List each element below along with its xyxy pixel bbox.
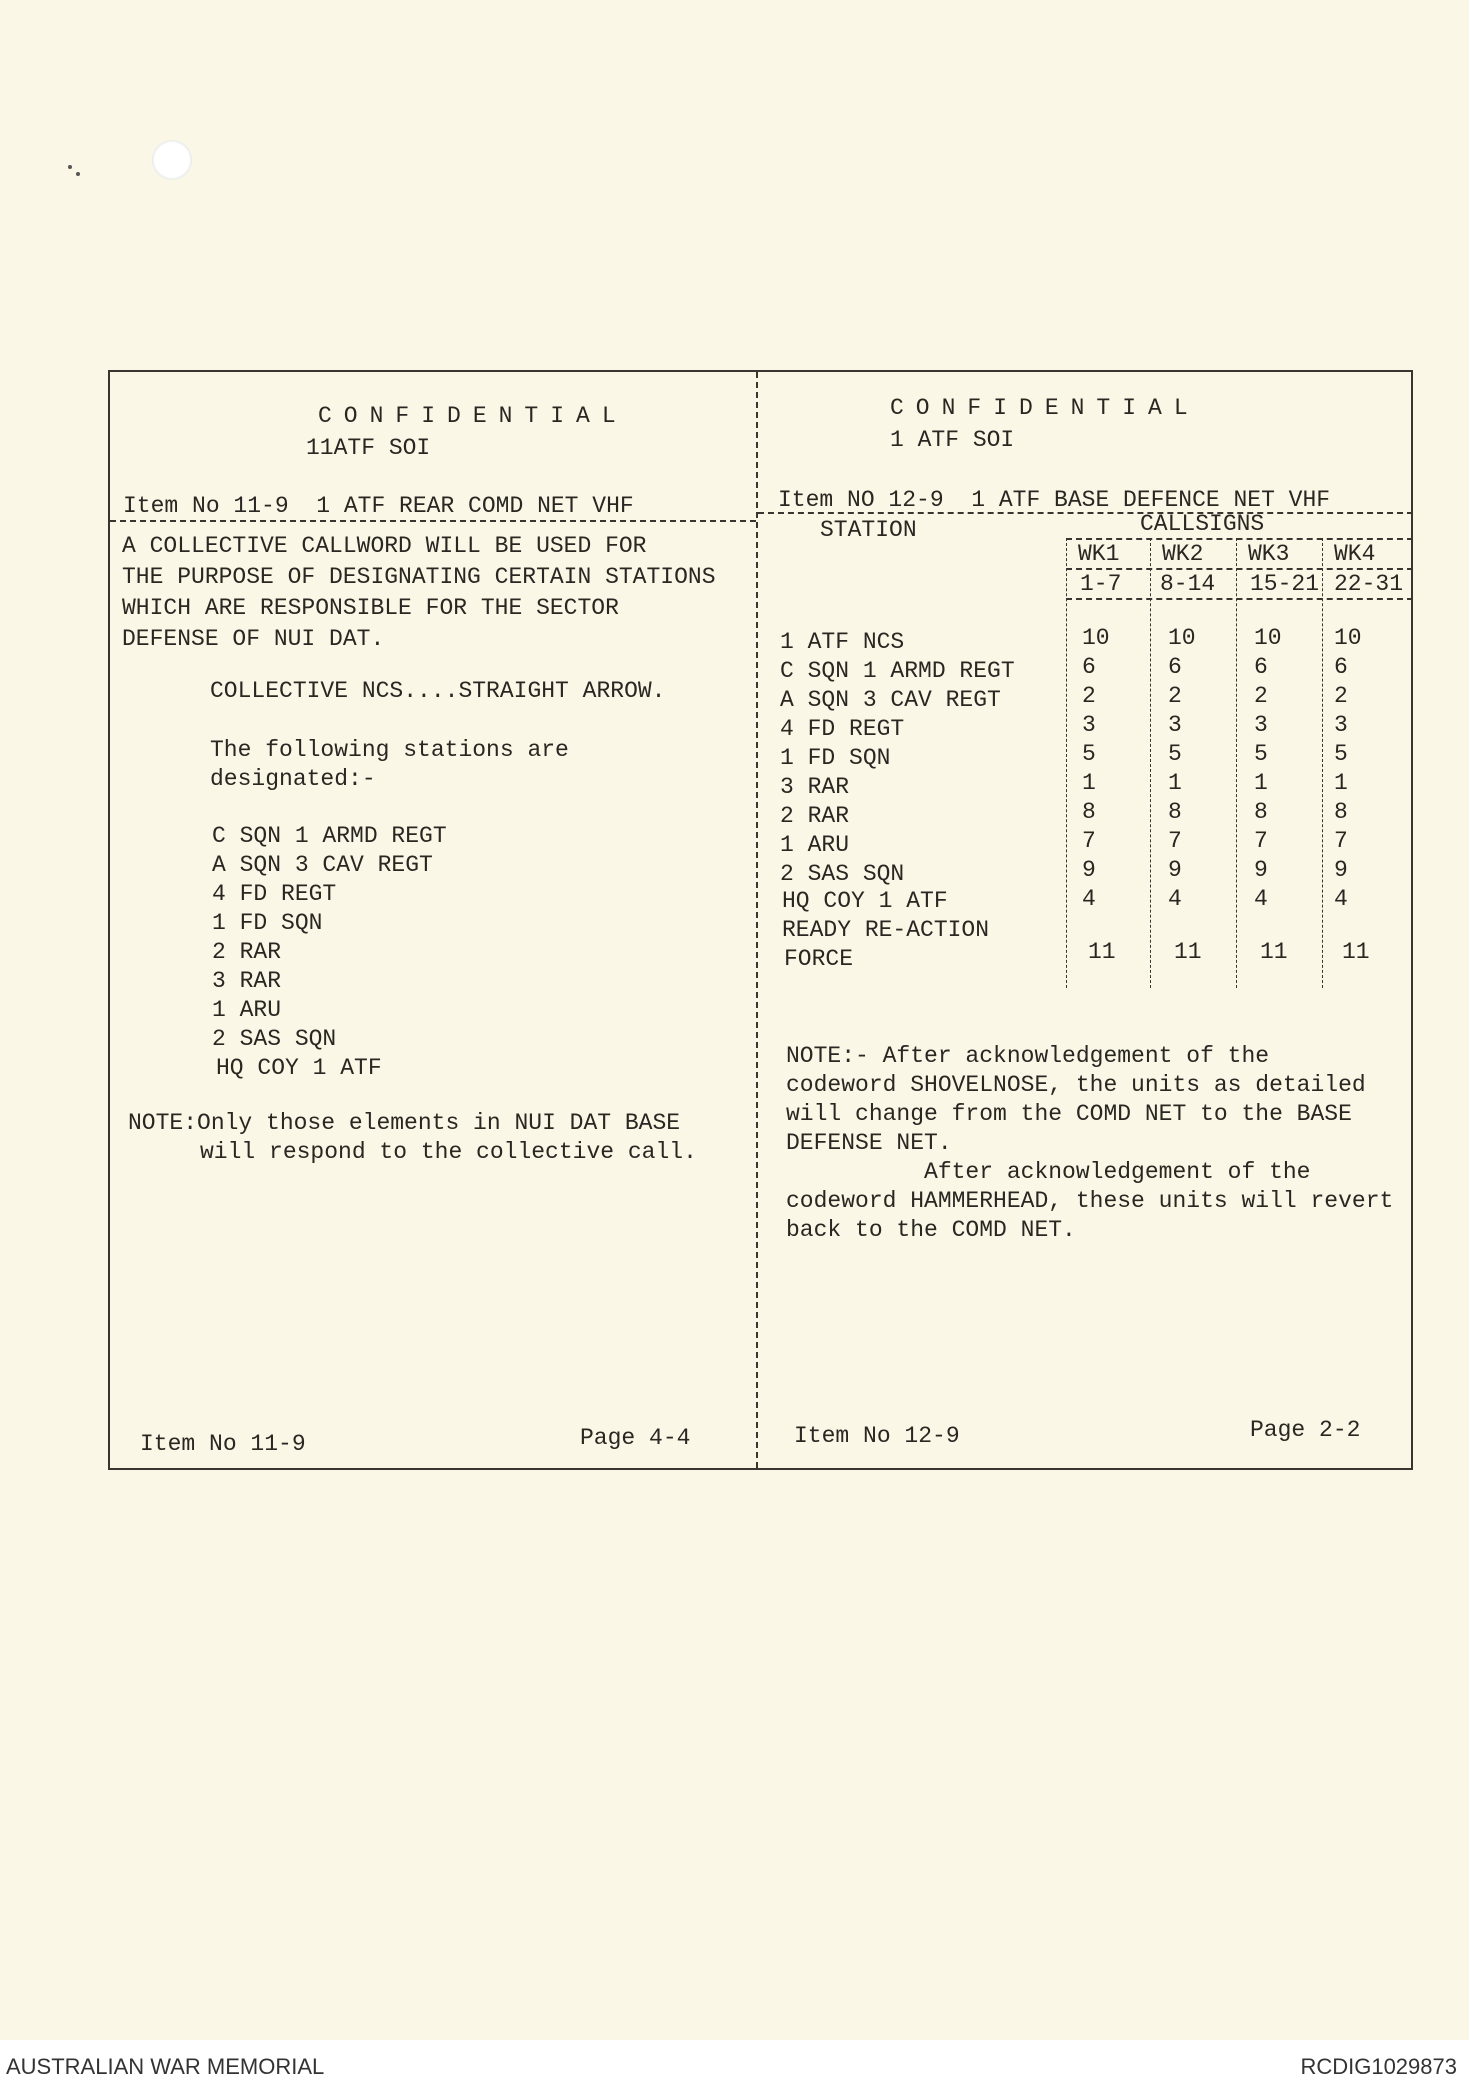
station-cell: 1 ARU [780, 832, 850, 858]
table-column-rule [1322, 538, 1323, 988]
callsign-cell: 9 [1334, 857, 1348, 883]
callsign-cell: 2 [1082, 683, 1096, 709]
punch-hole [152, 140, 192, 180]
right-note-line: codeword SHOVELNOSE, the units as detailed [786, 1072, 1366, 1098]
right-header-rule [758, 512, 1413, 514]
soi-sheet [108, 370, 1413, 1470]
left-para1-line: WHICH ARE RESPONSIBLE FOR THE SECTOR [122, 595, 619, 621]
list-item: 4 FD REGT [212, 881, 337, 907]
callsign-cell: 5 [1168, 741, 1182, 767]
week-header: WK4 [1334, 541, 1376, 567]
callsign-cell: 5 [1082, 741, 1096, 767]
callsign-cell: 7 [1334, 828, 1348, 854]
list-item: HQ COY 1 ATF [216, 1055, 382, 1081]
callsign-cell: 10 [1254, 625, 1282, 651]
archive-credit: AUSTRALIAN WAR MEMORIAL [6, 2054, 325, 2079]
paper-speck [68, 165, 72, 169]
day-range-header: 15-21 [1250, 571, 1320, 597]
list-item: A SQN 3 CAV REGT [212, 852, 433, 878]
station-cell: 2 RAR [780, 803, 850, 829]
station-column-header: STATION [820, 517, 917, 543]
week-header: WK2 [1162, 541, 1204, 567]
callsign-cell: 7 [1254, 828, 1268, 854]
left-footer-page: Page 4-4 [580, 1425, 691, 1451]
left-collective-ncs: COLLECTIVE NCS....STRAIGHT ARROW. [210, 678, 666, 704]
callsign-cell: 8 [1254, 799, 1268, 825]
callsign-cell: 6 [1254, 654, 1268, 680]
callsign-cell: 2 [1254, 683, 1268, 709]
paper-speck [76, 172, 80, 176]
left-soi: 11ATF SOI [306, 435, 431, 461]
callsign-cell: 5 [1334, 741, 1348, 767]
station-cell: 3 RAR [780, 774, 850, 800]
day-range-header: 22-31 [1334, 571, 1404, 597]
callsign-cell: 9 [1082, 857, 1096, 883]
left-designated: designated:- [210, 766, 376, 792]
week-header: WK3 [1248, 541, 1290, 567]
left-confidential: CONFIDENTIAL [318, 403, 628, 429]
left-para1-line: A COLLECTIVE CALLWORD WILL BE USED FOR [122, 533, 647, 559]
callsign-cell: 4 [1334, 886, 1348, 912]
day-range-header: 1-7 [1080, 571, 1122, 597]
station-cell: C SQN 1 ARMD REGT [780, 658, 1015, 684]
right-footer-page: Page 2-2 [1250, 1417, 1361, 1443]
right-soi: 1 ATF SOI [890, 427, 1015, 453]
callsign-cell: 1 [1254, 770, 1268, 796]
right-note-line: will change from the COMD NET to the BASE [786, 1101, 1352, 1127]
station-cell: FORCE [784, 946, 854, 972]
callsign-cell: 10 [1334, 625, 1362, 651]
station-cell: A SQN 3 CAV REGT [780, 687, 1001, 713]
station-cell: 2 SAS SQN [780, 861, 905, 887]
callsign-cell: 6 [1334, 654, 1348, 680]
right-note-line: After acknowledgement of the [786, 1159, 1311, 1185]
table-column-rule [1066, 538, 1067, 988]
callsign-cell: 7 [1082, 828, 1096, 854]
column-divider [756, 372, 758, 1468]
callsign-cell: 9 [1168, 857, 1182, 883]
callsign-cell: 3 [1082, 712, 1096, 738]
callsign-cell: 1 [1082, 770, 1096, 796]
left-para1-line: THE PURPOSE OF DESIGNATING CERTAIN STATIONS [122, 564, 716, 590]
table-column-rule [1150, 538, 1151, 988]
callsign-cell: 4 [1254, 886, 1268, 912]
station-cell: 1 FD SQN [780, 745, 891, 771]
callsign-cell: 1 [1334, 770, 1348, 796]
left-following: The following stations are [210, 737, 569, 763]
callsign-cell: 6 [1168, 654, 1182, 680]
callsign-cell: 11 [1342, 939, 1370, 965]
callsign-cell: 11 [1088, 939, 1116, 965]
left-item-header: Item No 11-9 1 ATF REAR COMD NET VHF [123, 493, 634, 519]
callsign-cell: 4 [1082, 886, 1096, 912]
left-para1-line: DEFENSE OF NUI DAT. [122, 626, 385, 652]
right-note-line: NOTE:- After acknowledgement of the [786, 1043, 1270, 1069]
left-footer-item: Item No 11-9 [140, 1431, 306, 1457]
callsign-cell: 2 [1168, 683, 1182, 709]
left-header-rule [110, 520, 756, 522]
right-footer-item: Item No 12-9 [794, 1423, 960, 1449]
archive-id: RCDIG1029873 [1300, 2054, 1457, 2079]
week-header: WK1 [1078, 541, 1120, 567]
day-rule [1066, 598, 1413, 600]
callsign-cell: 10 [1082, 625, 1110, 651]
callsign-cell: 11 [1174, 939, 1202, 965]
callsign-cell: 6 [1082, 654, 1096, 680]
right-item-header: Item NO 12-9 1 ATF BASE DEFENCE NET VHF [778, 487, 1331, 513]
day-range-header: 8-14 [1160, 571, 1216, 597]
callsigns-header: CALLSIGNS [1140, 511, 1265, 537]
list-item: 2 SAS SQN [212, 1026, 337, 1052]
callsign-cell: 9 [1254, 857, 1268, 883]
station-cell: HQ COY 1 ATF [782, 888, 948, 914]
callsign-cell: 1 [1168, 770, 1182, 796]
callsign-cell: 8 [1334, 799, 1348, 825]
table-column-rule [1236, 538, 1237, 988]
station-cell: 4 FD REGT [780, 716, 905, 742]
list-item: 2 RAR [212, 939, 282, 965]
callsign-cell: 11 [1260, 939, 1288, 965]
callsign-cell: 3 [1254, 712, 1268, 738]
callsign-cell: 3 [1334, 712, 1348, 738]
callsign-cell: 8 [1082, 799, 1096, 825]
left-note: NOTE:Only those elements in NUI DAT BASE [128, 1110, 681, 1136]
callsign-cell: 10 [1168, 625, 1196, 651]
right-note-line: DEFENSE NET. [786, 1130, 952, 1156]
right-note-line: back to the COMD NET. [786, 1217, 1076, 1243]
right-note-line: codeword HAMMERHEAD, these units will revert [786, 1188, 1394, 1214]
right-confidential: CONFIDENTIAL [890, 395, 1200, 421]
station-cell: READY RE-ACTION [782, 917, 990, 943]
callsign-cell: 3 [1168, 712, 1182, 738]
callsign-cell: 8 [1168, 799, 1182, 825]
list-item: 1 FD SQN [212, 910, 323, 936]
callsign-cell: 5 [1254, 741, 1268, 767]
list-item: C SQN 1 ARMD REGT [212, 823, 447, 849]
list-item: 1 ARU [212, 997, 282, 1023]
callsign-cell: 4 [1168, 886, 1182, 912]
callsign-cell: 7 [1168, 828, 1182, 854]
left-note-cont: will respond to the collective call. [200, 1139, 697, 1165]
list-item: 3 RAR [212, 968, 282, 994]
callsign-cell: 2 [1334, 683, 1348, 709]
station-cell: 1 ATF NCS [780, 629, 905, 655]
